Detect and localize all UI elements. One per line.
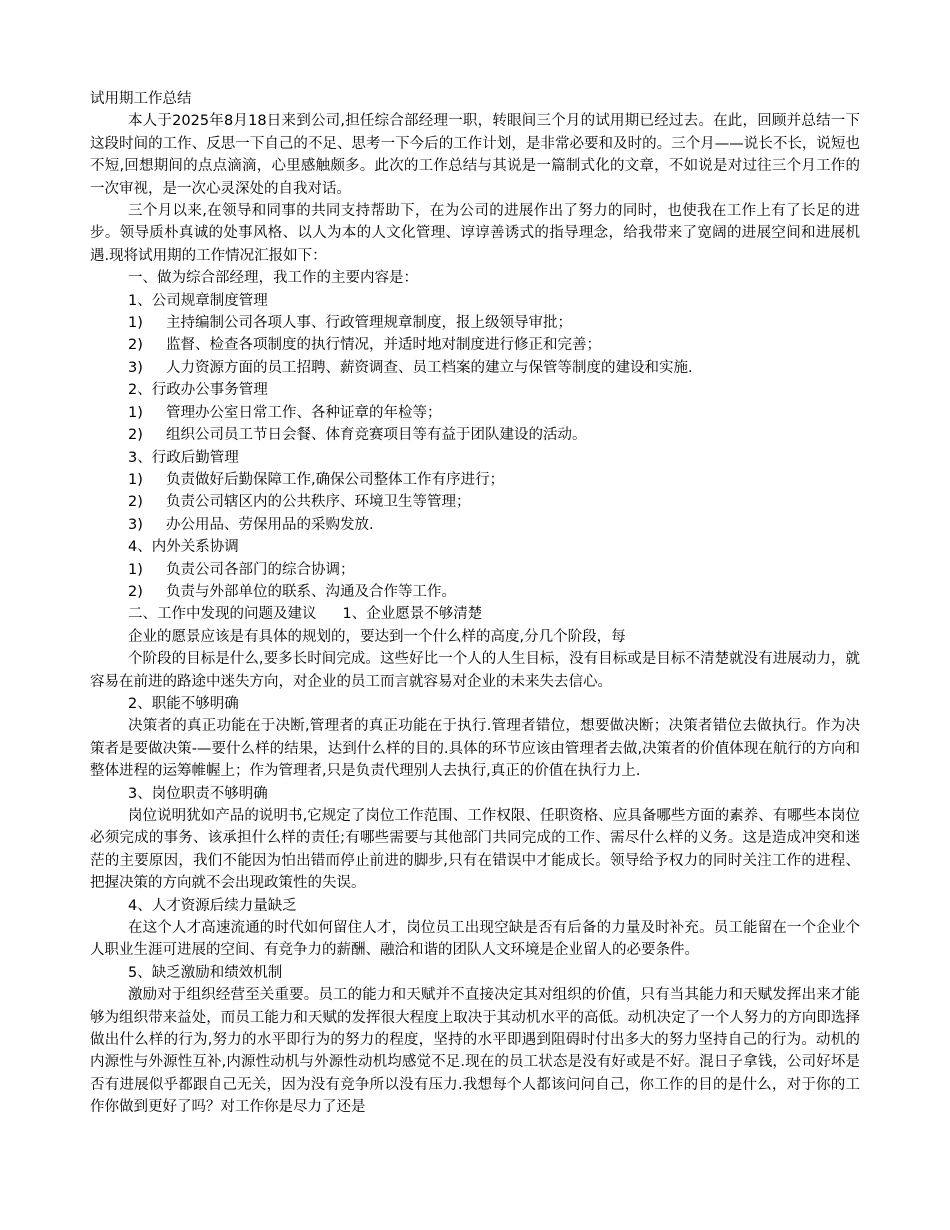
list-item [90,469,860,491]
group-heading: 1、公司规章制度管理 [128,292,268,309]
list-item-text: 负责公司各部门的综合协调； [166,561,355,578]
list-item [90,559,860,581]
list-item-number: 1) [128,471,143,488]
list-item-number: 2) [128,494,143,511]
subsection-4-paragraph: 在这个人才高速流通的时代如何留住人才，岗位员工出现空缺是否有后备的力量及时补充。员工能留在一个企业个人职业生涯可进展的空间、有竞争力的薪酬、融洽和谐的团队人文环境是企业留人的必要条件。 [90,920,860,959]
list-item-text: 管理办公室日常工作、各种证章的年检等； [166,404,442,421]
intro-paragraph-2: 三个月以来,在领导和同事的共同支持帮助下，在为公司的进展作出了努力的同时，也使我在工作上有了长足的进步。领导质朴真诚的处事风格、以人为本的人文化管理、谆谆善诱式的指导理念，给我带来了宽阔的进展空间和进展机遇.现将试用期的工作情况汇报如下： [90,203,860,264]
group-heading: 2、行政办公事务管理 [128,382,268,399]
list-item [90,514,860,536]
section-2-heading-line [90,603,860,625]
list-item-number: 2) [128,427,143,444]
document-title: 试用期工作总结 [90,91,192,107]
section-2-heading: 二、工作中发现的问题及建议 [128,606,317,623]
list-item-text: 办公用品、劳保用品的采购发放. [166,516,374,533]
list-item-text: 人力资源方面的员工招聘、薪资调查、员工档案的建立与保管等制度的建设和实施. [166,359,693,376]
subsection-1-heading: 1、企业愿景不够清楚 [342,606,483,623]
list-item [90,581,860,603]
subsection-5-paragraph: 激励对于组织经营至关重要。员工的能力和天赋并不直接决定其对组织的价值，只有当其能力和天赋发挥出来才能够为组织带来益处，而员工能力和天赋的发挥很大程度上取决于其动机水平的高低。动机决定了一个人努力的方向即选择做出什么样的行为,努力的水平即行为的努力的程度，坚持的水平即遇到阻碍时付出多大的努力坚持自己的行为。动机的内源性与外源性互补,内源性动机与外源性动机均感觉不足.现在的员工状态是没有好或是不好。混日子拿钱，公司好坏是否有进展似乎都跟自己无关，因为没有竞争所以没有压力.我想每个人都该问问自己，你工作的目的是什么，对于你的工作你做到更好了吗？对工作你是尽力了还是 [90,987,860,1116]
subsection-5-heading: 5、缺乏激励和绩效机制 [128,964,283,981]
subsection-4-heading: 4、人才资源后续力量缺乏 [128,897,297,914]
subsection-2-heading: 2、职能不够明确 [128,695,239,712]
list-item-text: 负责公司辖区内的公共秩序、环境卫生等管理； [166,494,471,511]
list-item [90,402,860,424]
subsection-1-paragraph: 个阶段的目标是什么,要多长时间完成。这些好比一个人的人生目标，没有目标或是目标不清楚就没有进展动力，就容易在前进的路途中迷失方向，对企业的员工而言就容易对企业的未来失去信心。 [90,651,860,690]
group-heading: 4、内外关系协调 [128,539,239,556]
list-item [90,334,860,356]
list-item [90,357,860,379]
list-item-text: 监督、检查各项制度的执行情况，并适时地对制度进行修正和完善； [166,337,601,354]
document-page [90,88,860,1119]
group-heading: 3、行政后勤管理 [128,449,239,466]
list-item-number: 2) [128,337,143,354]
list-item-number: 1) [128,561,143,578]
list-item [90,312,860,334]
list-item [90,424,860,446]
subsection-3-heading: 3、岗位职责不够明确 [128,785,268,802]
list-item-number: 3) [128,359,143,376]
list-item-text: 主持编制公司各项人事、行政管理规章制度，报上级领导审批； [166,315,572,332]
subsection-2-paragraph: 决策者的真正功能在于决断,管理者的真正功能在于执行.管理者错位，想要做决断；决策者错位去做执行。作为决策者是要做决策-—要什么样的结果，达到什么样的目的.具体的环节应该由管理者去做,决策者的价值体现在航行的方向和整体进程的运筹帷幄上；作为管理者,只是负责代理别人去执行,真正的价值在执行力上. [90,718,860,780]
list-item-text: 组织公司员工节日会餐、体育竞赛项目等有益于团队建设的活动。 [166,427,587,444]
list-item [90,491,860,513]
list-item-text: 负责与外部单位的联系、沟通及合作等工作。 [166,583,456,600]
list-item-number: 3) [128,516,143,533]
section-1-heading: 一、做为综合部经理，我工作的主要内容是： [128,270,418,287]
list-item-number: 1) [128,404,143,421]
list-item-number: 2) [128,583,143,600]
list-item-number: 1) [128,315,143,332]
intro-paragraph-1: 本人于2025年8月18日来到公司,担任综合部经理一职，转眼间三个月的试用期已经过去。在此，回顾并总结一下这段时间的工作、反思一下自己的不足、思考一下今后的工作计划，是非常必要和及时的。三个月——说长不长，说短也不短,回想期间的点点滴滴，心里感触颇多。此次的工作总结与其说是一篇制式化的文章，不如说是对过往三个月工作的一次审视，是一次心灵深处的自我对话。 [90,113,860,197]
subsection-3-paragraph: 岗位说明犹如产品的说明书,它规定了岗位工作范围、工作权限、任职资格、应具备哪些方面的素养、有哪些本岗位必须完成的事务、该承担什么样的责任;有哪些需要与其他部门共同完成的工作、需尽什么样的义务。这是造成冲突和迷茫的主要原因，我们不能因为怕出错而停止前进的脚步,只有在错误中才能成长。领导给予权力的同时关注工作的进程、把握决策的方向就不会出现政策性的失误。 [90,808,860,892]
list-item-text: 负责做好后勤保障工作,确保公司整体工作有序进行； [166,471,505,488]
subsection-1-first-line: 企业的愿景应该是有具体的规划的，要达到一个什么样的高度,分几个阶段，每 [128,628,626,645]
